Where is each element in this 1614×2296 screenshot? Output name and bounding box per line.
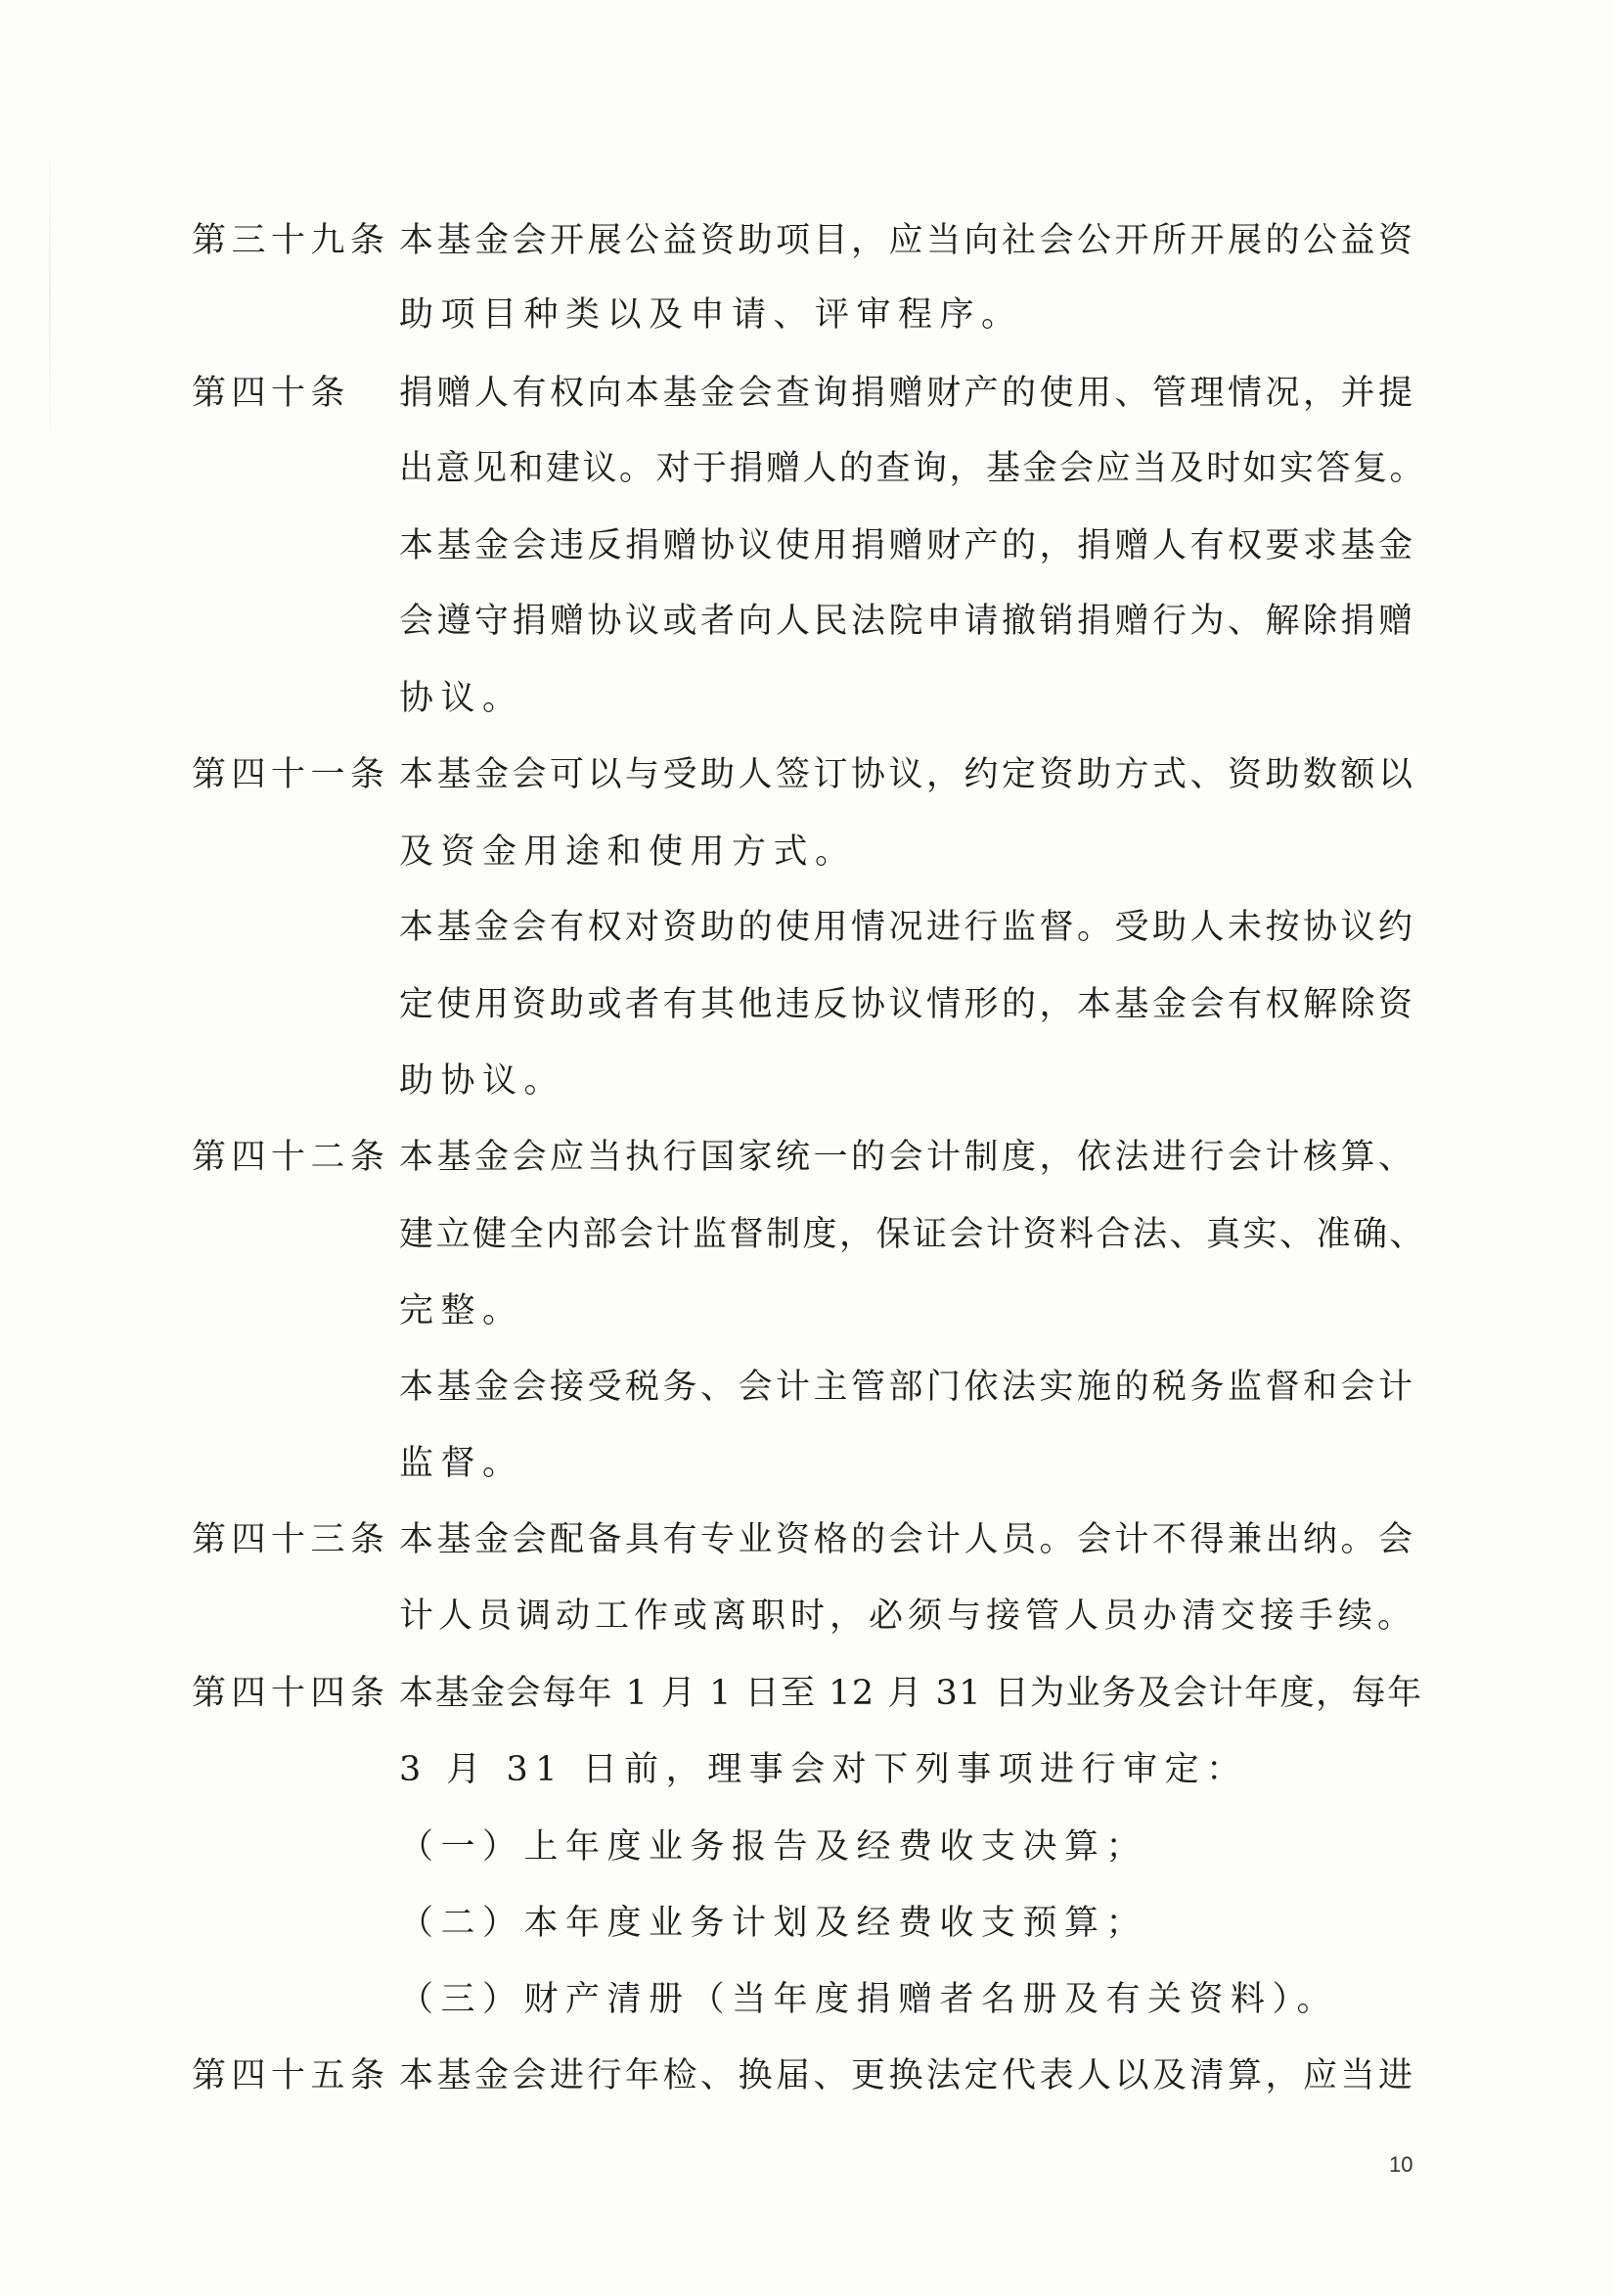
- article-44-line-1: 本基金会每年 1 月 1 日至 12 月 31 日为业务及会计年度，每年: [399, 1674, 1423, 1713]
- article-42-line-3: 完整。: [399, 1291, 524, 1330]
- page-number: 10: [1389, 2152, 1413, 2177]
- article-42-line-1: 本基金会应当执行国家统一的会计制度，依法进行会计核算、: [399, 1138, 1416, 1177]
- article-40-line-1: 捐赠人有权向本基金会查询捐赠财产的使用、管理情况，并提: [399, 374, 1416, 413]
- article-44-line-4: （二）本年度业务计划及经费收支预算；: [399, 1904, 1148, 1943]
- scan-edge-shadow: [49, 137, 51, 450]
- article-43-line-2: 计人员调动工作或离职时，必须与接管人员办清交接手续。: [399, 1597, 1417, 1636]
- article-44-line-5: （三）财产清册（当年度捐赠者名册及有关资料）。: [399, 1980, 1339, 2019]
- article-40-label: 第四十条: [192, 374, 351, 413]
- article-39-line-1: 本基金会开展公益资助项目，应当向社会公开所开展的公益资: [399, 221, 1416, 260]
- article-42-label: 第四十二条: [192, 1138, 390, 1177]
- article-41-line-3: 本基金会有权对资助的使用情况进行监督。受助人未按协议约: [399, 908, 1416, 947]
- article-44-label: 第四十四条: [192, 1674, 390, 1713]
- article-42-line-2: 建立健全内部会计监督制度，保证会计资料合法、真实、准确、: [399, 1215, 1427, 1254]
- article-43-line-1: 本基金会配备具有专业资格的会计人员。会计不得兼出纳。会: [399, 1520, 1416, 1559]
- article-44-line-2: 3 月 31 日前，理事会对下列事项进行审定：: [399, 1750, 1248, 1789]
- article-41-label: 第四十一条: [192, 755, 390, 794]
- article-40-line-5: 协议。: [399, 679, 524, 718]
- article-41-line-1: 本基金会可以与受助人签订协议，约定资助方式、资助数额以: [399, 755, 1416, 794]
- article-39-line-2: 助项目种类以及申请、评审程序。: [399, 295, 1023, 335]
- article-41-line-5: 助协议。: [399, 1061, 566, 1101]
- article-41-line-4: 定使用资助或者有其他违反协议情形的，本基金会有权解除资: [399, 985, 1416, 1024]
- article-45-line-1: 本基金会进行年检、换届、更换法定代表人以及清算，应当进: [399, 2056, 1416, 2095]
- article-42-line-5: 监督。: [399, 1444, 524, 1483]
- article-45-label: 第四十五条: [192, 2056, 390, 2095]
- article-39-label: 第三十九条: [192, 221, 390, 260]
- article-41-line-2: 及资金用途和使用方式。: [399, 833, 857, 872]
- article-40-line-4: 会遵守捐赠协议或者向人民法院申请撤销捐赠行为、解除捐赠: [399, 602, 1416, 641]
- article-40-line-3: 本基金会违反捐赠协议使用捐赠财产的，捐赠人有权要求基金: [399, 526, 1416, 565]
- article-43-label: 第四十三条: [192, 1520, 390, 1559]
- article-40-line-2: 出意见和建议。对于捐赠人的查询，基金会应当及时如实答复。: [399, 449, 1427, 488]
- article-42-line-4: 本基金会接受税务、会计主管部门依法实施的税务监督和会计: [399, 1368, 1416, 1407]
- article-44-line-3: （一）上年度业务报告及经费收支决算；: [399, 1827, 1148, 1867]
